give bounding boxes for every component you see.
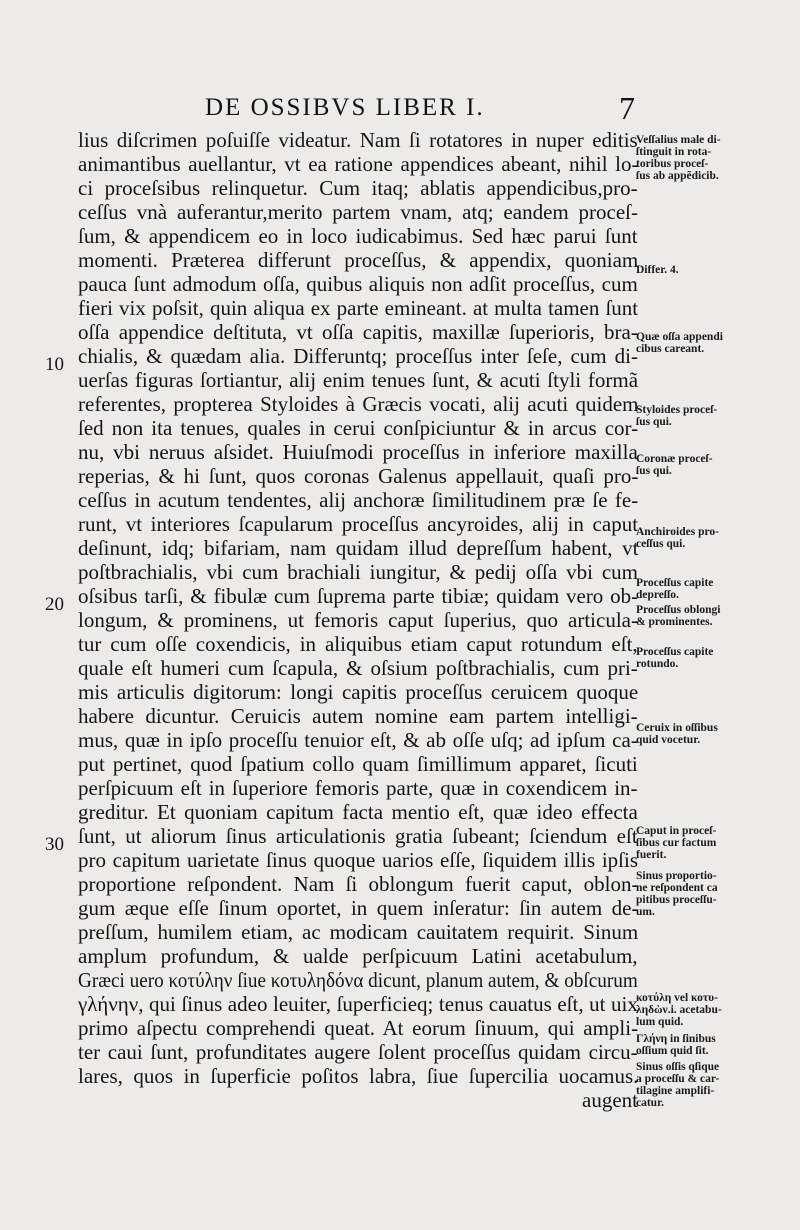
text-line: longum, & prominens, ut femoris caput ſuperius, quo articula- xyxy=(78,608,638,632)
catchword: augent xyxy=(582,1088,638,1112)
text-line: Græci uero κοτύλην ſiue κοτυληδόνα dicunt, planum autem, & obſcurum xyxy=(78,968,638,992)
text-line: proportione reſpondent. Nam ſi oblongum fuerit caput, oblon- xyxy=(78,872,639,896)
margin-note: Caput in proceſ- ſibus cur factum fuerit. xyxy=(636,825,717,861)
text-line: chialis, & quædam alia. Differuntq; proceſſus inter ſeſe, cum di- xyxy=(78,344,638,368)
text-line: ſum, & appendicem eo in loco iudicabimus. Sed hæc parui ſunt xyxy=(78,224,638,248)
margin-note: Anchiroides pro- ceſſus qui. xyxy=(636,526,719,550)
text-line: runt, vt interiores ſcapularum proceſſus ancyroides, alij in caput xyxy=(78,512,639,536)
text-line: ter caui ſunt, profunditates augere ſolent proceſſus quidam circu- xyxy=(78,1040,638,1064)
text-line: ſunt, ut aliorum ſinus articulationis gratia ſubeant; ſciendum eſt xyxy=(78,824,638,848)
margin-note: Differ. 4. xyxy=(636,264,679,276)
text-line: perſpicuum eſt in ſuperiore femoris parte, quæ in coxendicem in- xyxy=(78,776,638,800)
text-line: put pertinet, quod ſpatium collo quam ſimillimum apparet, ſicuti xyxy=(78,752,638,776)
margin-note: κοτύλη vel κοτυ- ληδὼν.i. acetabu- lum quid. xyxy=(636,992,722,1028)
text-line: γλήνην, qui ſinus adeo leuiter, ſuperficieq; tenus cauatus eſt, ut uix xyxy=(78,992,638,1016)
text-line: pauca ſunt admodum oſſa, quibus aliquis non adſit proceſſus, cum xyxy=(78,272,638,296)
text-line: ceſſus vnà auferantur,merito partem vnam, atq; eandem proceſ- xyxy=(78,200,639,224)
main-text-block xyxy=(78,128,638,1112)
margin-note: Styloides proceſ- ſus qui. xyxy=(636,404,718,428)
text-line: animantibus auellantur, vt ea ratione appendices abeant, nihil lo- xyxy=(78,152,639,176)
page-header xyxy=(195,92,635,132)
text-line: primo aſpectu comprehendi queat. At eorum ſinuum, qui ampli- xyxy=(78,1016,639,1040)
text-line: oſsibus tarſi, & fibulæ cum ſuprema parte tibiæ; quidam vero ob- xyxy=(78,584,639,608)
text-line: lares, quos in ſuperficie poſitos labra, ſiue ſupercilia uocamus. xyxy=(78,1064,639,1088)
text-line: quale eſt humeri cum ſcapula, & oſsium poſtbrachialis, cum pri- xyxy=(78,656,638,680)
margin-note: Ceruix in oſſibus quid vocetur. xyxy=(636,722,718,746)
margin-note: Proceſſus capite rotundo. xyxy=(636,646,714,670)
text-line: nu, vbi neruus aſsidet. Huiuſmodi proceſſus in inferiore maxilla xyxy=(78,440,638,464)
margin-note: Proceſſus oblongi & prominentes. xyxy=(636,604,721,628)
text-line: fieri vix poſsit, quin aliqua ex parte emineant. at multa tamen ſunt xyxy=(78,296,639,320)
text-line: momenti. Præterea differunt proceſſus, & appendix, quoniam xyxy=(78,248,639,272)
text-line: poſtbrachialis, vbi cum brachiali iungitur, & pedij oſſa vbi cum xyxy=(78,560,638,584)
text-line: gum æque eſſe ſinum oportet, in quem inſeratur: ſin autem de- xyxy=(78,896,639,920)
text-line: ceſſus in acutum tendentes, alij anchoræ ſimilitudinem præ ſe fe- xyxy=(78,488,639,512)
text-line: uerſas figuras ſortiantur, alij enim tenues ſunt, & acuti ſtyli formã xyxy=(78,368,639,392)
margin-note: Γλήνη in ſinibus oſſium quid ſit. xyxy=(636,1033,716,1057)
text-line: ſed non ita tenues, quales in cerui conſpiciuntur & in arcus cor- xyxy=(78,416,639,440)
text-line: mis articulis digitorum: longi capitis proceſſus ceruicem quoque xyxy=(78,680,639,704)
text-line: tur cum oſſe coxendicis, in aliquibus etiam caput rotundum eſt, xyxy=(78,632,638,656)
margin-note: Quæ oſſa appendi cibus careant. xyxy=(636,331,723,355)
text-line: lius diſcrimen poſuiſſe videatur. Nam ſi rotatores in nuper editis xyxy=(78,128,638,152)
margin-note: Veſſalius male di- ſtinguit in rota- toribus proceſ- ſus ab appẽdicib. xyxy=(636,134,721,182)
line-number-10: 10 xyxy=(45,354,64,375)
text-line: ci proceſsibus relinquetur. Cum itaq; ablatis appendicibus,pro- xyxy=(78,176,638,200)
text-line: habere dicuntur. Ceruicis autem nomine eam partem intelligi- xyxy=(78,704,638,728)
margin-note: Proceſſus capite depreſſo. xyxy=(636,577,714,601)
margin-note: Coronæ proceſ- ſus qui. xyxy=(636,453,713,477)
line-number-30: 30 xyxy=(45,834,64,855)
text-line: greditur. Et quoniam capitum facta mentio eſt, quæ ideo effecta xyxy=(78,800,638,824)
text-line: preſſum, humilem etiam, ac modicam cauitatem requirit. Sinum xyxy=(78,920,639,944)
margin-note: Sinus proportio- ne reſpondent ca pitibus proceſſu- um. xyxy=(636,870,718,918)
text-line: pro capitum uarietate ſinus quoque uarios eſſe, ſiquidem illis ipſis xyxy=(78,848,639,872)
running-title: DE OSSIBVS LIBER I. xyxy=(205,94,485,121)
text-line: oſſa appendice deſtituta, vt oſſa capitis, maxillæ ſuperioris, bra- xyxy=(78,320,638,344)
text-line: deſinunt, idq; bifariam, nam quidam illud depreſſum habent, vt xyxy=(78,536,639,560)
margin-note: Sinus oſſis qſique a proceſſu & car- tilagine amplifi- catur. xyxy=(636,1061,720,1109)
text-line: amplum profundum, & ualde perſpicuum Latini acetabulum, xyxy=(78,944,638,968)
page-number: 7 xyxy=(619,90,635,126)
text-line: mus, quæ in ipſo proceſſu tenuior eſt, & ab oſſe uſq; ad ipſum ca- xyxy=(78,728,638,752)
line-number-20: 20 xyxy=(45,594,64,615)
text-line: reperias, & hi ſunt, quos coronas Galenus appellauit, quaſi pro- xyxy=(78,464,639,488)
text-line: referentes, propterea Styloides à Græcis vocati, alij acuti quidem xyxy=(78,392,639,416)
